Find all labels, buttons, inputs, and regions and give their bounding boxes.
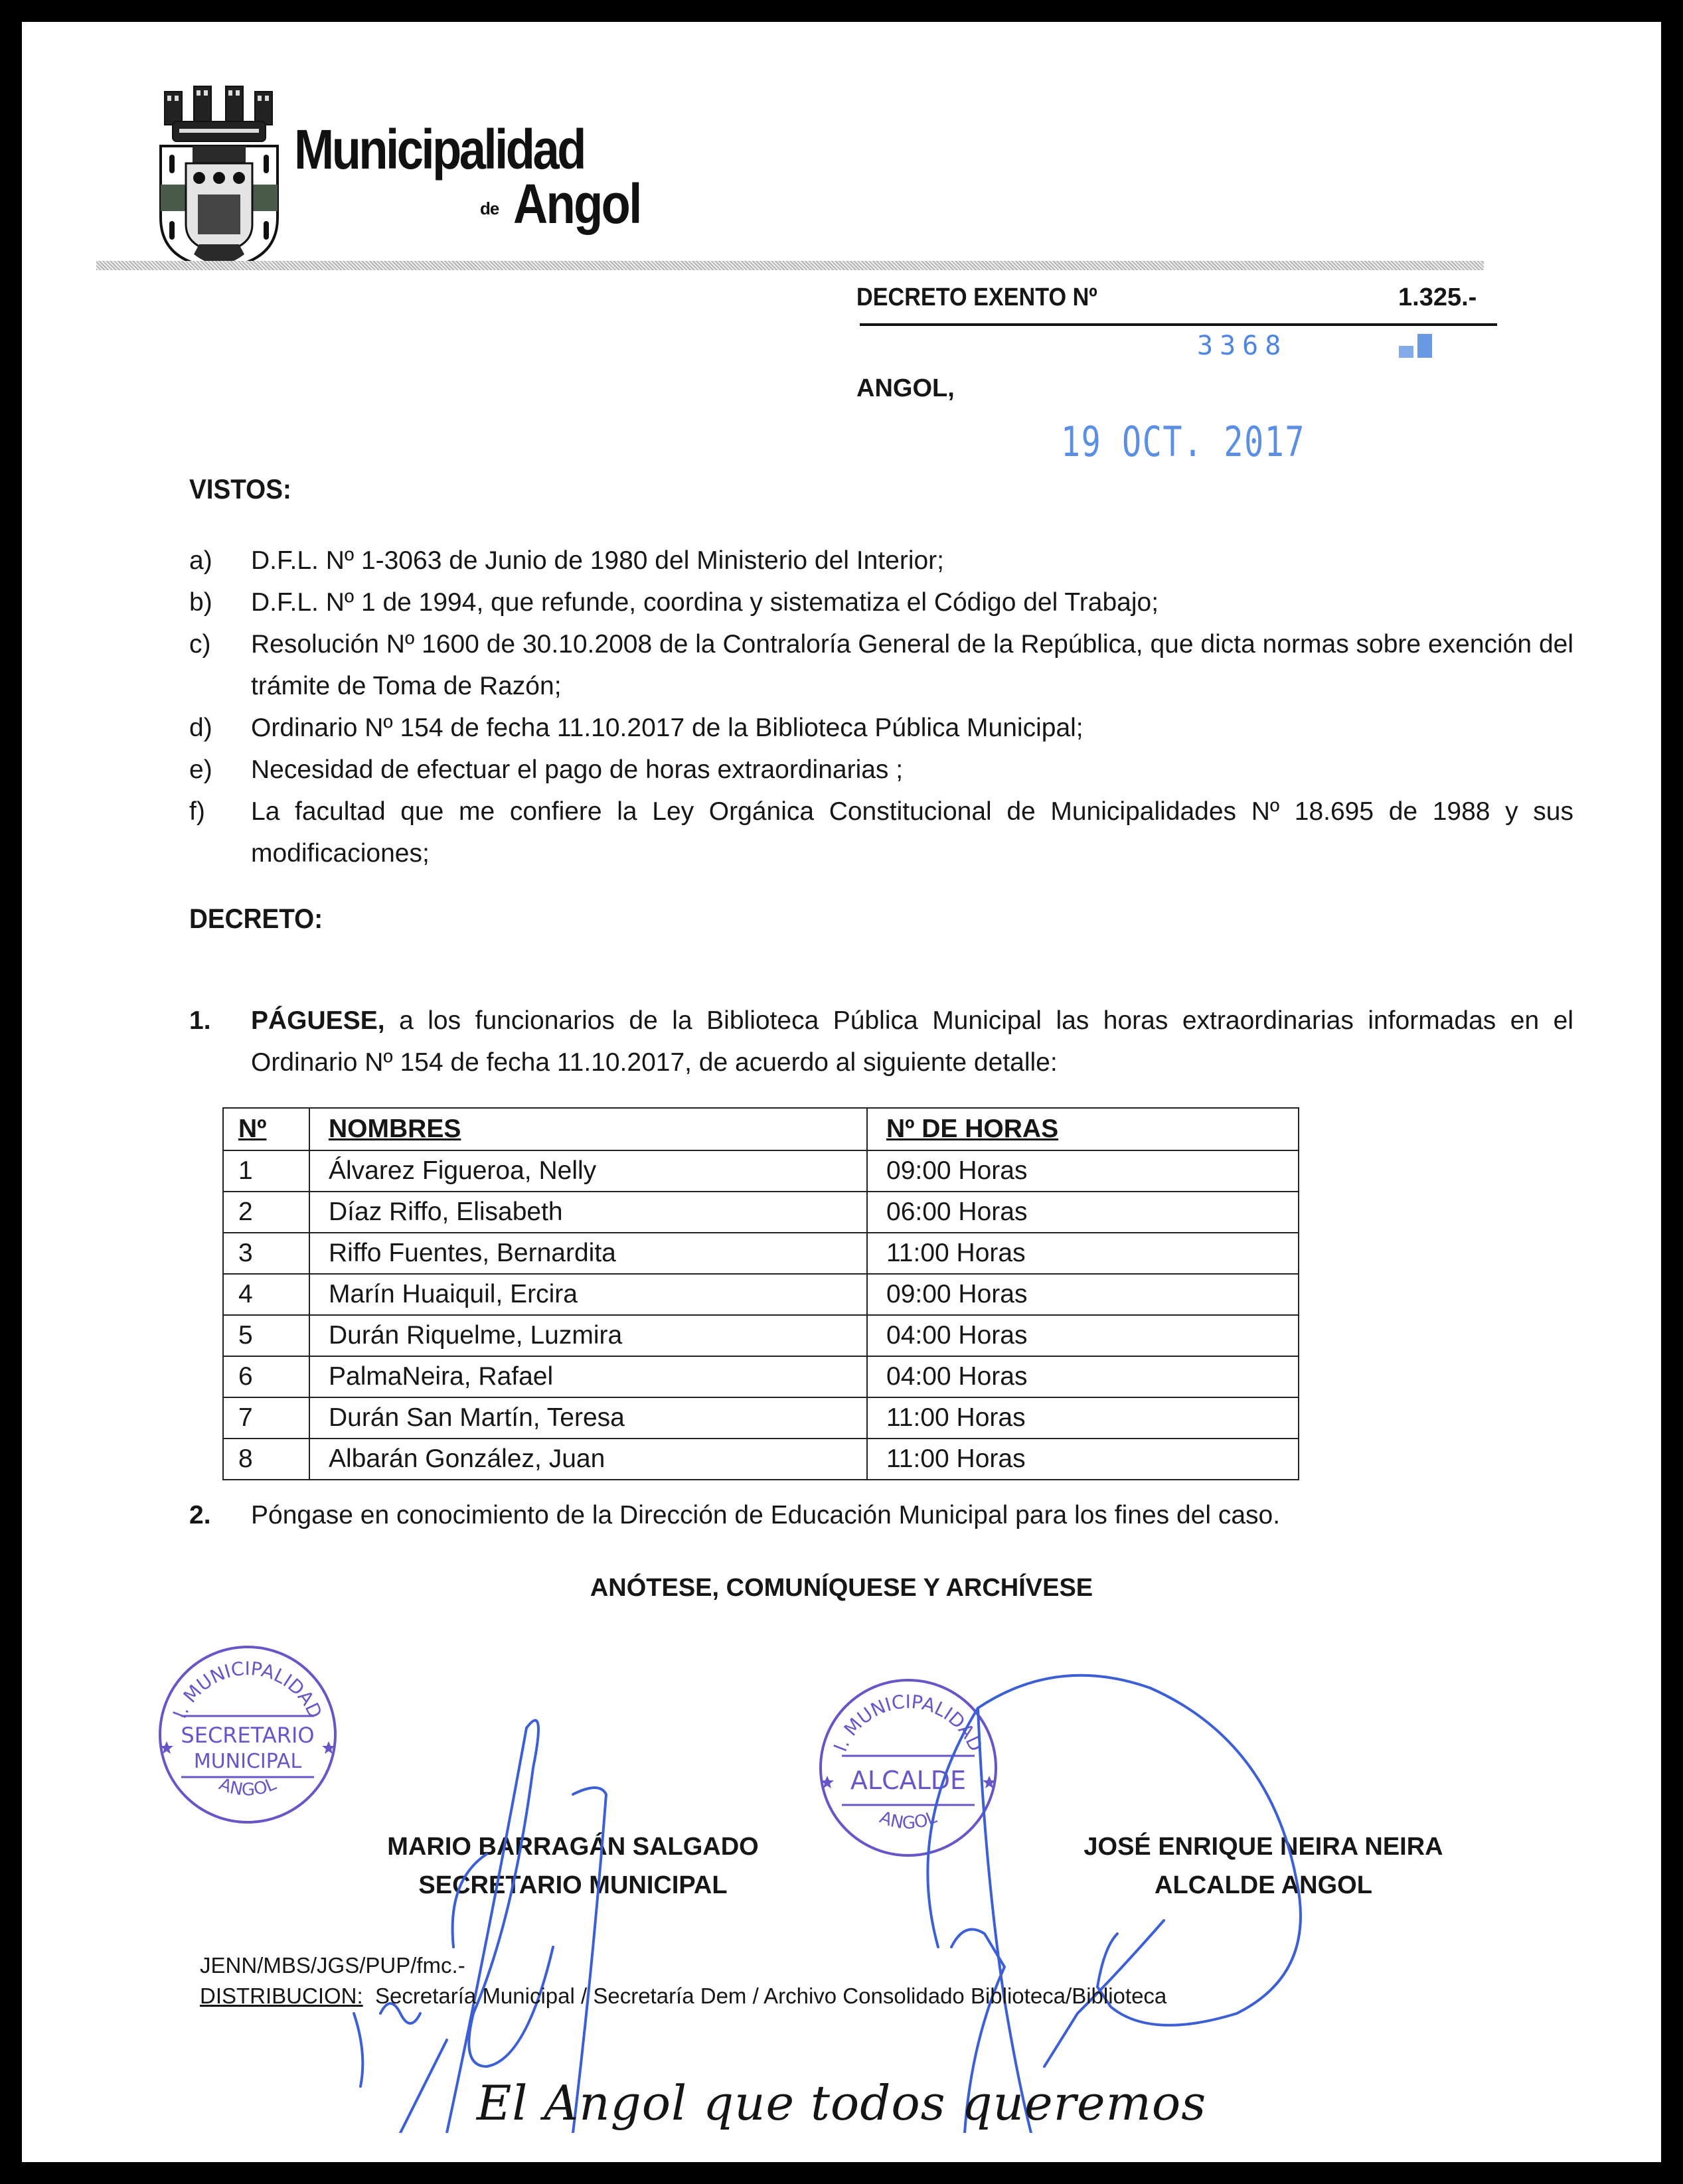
seal-bottom-text: ANGOL: [216, 1774, 280, 1800]
vistos-marker: c): [189, 630, 211, 659]
resolution-lead: PÁGUESE,: [251, 1006, 385, 1035]
cell-hours: 06:00 Horas: [867, 1192, 1299, 1233]
brand-name-angol: Angol: [513, 173, 641, 235]
seal-top-text: I. MUNICIPALIDAD: [829, 1690, 987, 1755]
vistos-marker: a): [189, 546, 212, 575]
cell-name: Díaz Riffo, Elisabeth: [309, 1192, 867, 1233]
cell-name: Riffo Fuentes, Bernardita: [309, 1233, 867, 1274]
cell-number: 3: [223, 1233, 309, 1274]
vistos-text: D.F.L. Nº 1 de 1994, que refunde, coordina y sistematiza el Código del Trabajo;: [251, 588, 1159, 617]
vistos-item: [189, 749, 1573, 791]
table-row: [223, 1439, 1299, 1480]
brand-name-municipalidad: Municipalidad: [294, 118, 584, 181]
distribution-label: DISTRIBUCION:: [200, 1984, 363, 2008]
cell-hours: 11:00 Horas: [867, 1233, 1299, 1274]
cell-name: Álvarez Figueroa, Nelly: [309, 1150, 867, 1192]
vistos-heading: VISTOS:: [189, 473, 291, 505]
vistos-item: [189, 623, 1573, 707]
resolution-number: 2.: [189, 1501, 211, 1529]
decree-number: 1.325.-: [1398, 283, 1477, 311]
table-row: [223, 1192, 1299, 1233]
column-header-hours: Nº DE HORAS: [867, 1108, 1299, 1150]
vistos-item: [189, 582, 1573, 623]
cell-name: PalmaNeira, Rafael: [309, 1356, 867, 1397]
column-header-names: NOMBRES: [309, 1108, 867, 1150]
cell-number: 4: [223, 1274, 309, 1315]
cell-name: Marín Huaiquil, Ercira: [309, 1274, 867, 1315]
cell-number: 6: [223, 1356, 309, 1397]
initials-line: JENN/MBS/JGS/PUP/fmc.-: [200, 1953, 465, 1978]
decree-underline: [860, 323, 1497, 326]
overtime-table: [222, 1107, 1299, 1480]
cell-hours: 11:00 Horas: [867, 1397, 1299, 1439]
signatory-left-name: MARIO BARRAGÁN SALGADO: [387, 1833, 759, 1861]
seal-middle-text-1: ALCALDE: [850, 1766, 967, 1795]
resolution-item-2: [189, 1494, 1573, 1536]
cell-name: Durán San Martín, Teresa: [309, 1397, 867, 1439]
cell-hours: 04:00 Horas: [867, 1356, 1299, 1397]
cell-number: 7: [223, 1397, 309, 1439]
resolution-body: a los funcionarios de la Biblioteca Pública Municipal las horas extraordinarias informadas en el Ordinario Nº 154 de fecha 11.10.2017, de acuerdo al siguiente detalle:: [251, 1006, 1573, 1077]
cell-number: 5: [223, 1315, 309, 1356]
cell-name: Albarán González, Juan: [309, 1439, 867, 1480]
vistos-item: [189, 707, 1573, 749]
resolution-number: 1.: [189, 1006, 211, 1035]
column-header-number: Nº: [223, 1108, 309, 1150]
distribution-text: Secretaría Municipal / Secretaría Dem / Archivo Consolidado Biblioteca/Biblioteca: [375, 1984, 1167, 2008]
seal-middle-text-2: MUNICIPAL: [193, 1750, 302, 1773]
table-row: [223, 1274, 1299, 1315]
vistos-list: [189, 540, 1573, 874]
vistos-text: Necesidad de efectuar el pago de horas extraordinarias ;: [251, 755, 904, 784]
cell-name: Durán Riquelme, Luzmira: [309, 1315, 867, 1356]
signatory-left-title: SECRETARIO MUNICIPAL: [418, 1871, 728, 1899]
resolution-text: Póngase en conocimiento de la Dirección de Educación Municipal para los fines del caso.: [251, 1501, 1281, 1529]
cell-hours: 09:00 Horas: [867, 1274, 1299, 1315]
signatory-right-name: JOSÉ ENRIQUE NEIRA NEIRA: [1083, 1833, 1443, 1861]
vistos-text: La facultad que me confiere la Ley Orgánica Constitucional de Municipalidades Nº 18.695 de 1988 y sus modificaciones;: [251, 797, 1573, 868]
vistos-text: Ordinario Nº 154 de fecha 11.10.2017 de la Biblioteca Pública Municipal;: [251, 714, 1083, 742]
vistos-text: Resolución Nº 1600 de 30.10.2008 de la Contraloría General de la República, que dicta normas sobre exención del trámite de Toma de Razón;: [251, 630, 1573, 700]
resolution-text: [251, 1000, 1573, 1083]
vistos-text: D.F.L. Nº 1-3063 de Junio de 1980 del Ministerio del Interior;: [251, 546, 944, 575]
table-header-row: [223, 1108, 1299, 1150]
vistos-marker: d): [189, 714, 212, 742]
table-row: [223, 1315, 1299, 1356]
decree-label: DECRETO EXENTO Nº: [856, 283, 1097, 311]
seal-secretario-municipal: [155, 1642, 341, 1828]
vistos-item: [189, 791, 1573, 874]
table-row: [223, 1233, 1299, 1274]
cell-hours: 11:00 Horas: [867, 1439, 1299, 1480]
distribution-line: [200, 1981, 1166, 2011]
signatory-right-title: ALCALDE ANGOL: [1155, 1871, 1372, 1899]
references-block: [200, 1950, 1166, 2011]
header-divider: [96, 261, 1484, 270]
table-row: [223, 1356, 1299, 1397]
signatory-left: [367, 1828, 779, 1905]
cell-number: 8: [223, 1439, 309, 1480]
table-row: [223, 1397, 1299, 1439]
decreto-heading: DECRETO:: [189, 903, 323, 934]
vistos-marker: e): [189, 755, 212, 784]
seal-alcalde: [815, 1675, 1001, 1861]
coat-of-arms-logo: [153, 85, 285, 271]
signatory-right: [1031, 1828, 1496, 1905]
cell-hours: 04:00 Horas: [867, 1315, 1299, 1356]
footer-slogan: El Angol que todos queremos: [476, 2075, 1207, 2131]
brand-name-de: de: [480, 198, 499, 218]
date-stamp: 19 OCT. 2017: [1061, 418, 1306, 466]
stamped-number: 3368: [1197, 331, 1288, 361]
vistos-item: [189, 540, 1573, 582]
vistos-marker: b): [189, 588, 212, 617]
cell-number: 1: [223, 1150, 309, 1192]
cell-number: 2: [223, 1192, 309, 1233]
resolution-item-1: [189, 1000, 1573, 1083]
decree-place: ANGOL,: [856, 374, 955, 402]
closing-formula: ANÓTESE, COMUNÍQUESE Y ARCHÍVESE: [590, 1574, 1093, 1602]
seal-top-text: I. MUNICIPALIDAD: [169, 1657, 327, 1722]
seal-middle-text-1: SECRETARIO: [181, 1723, 315, 1748]
vistos-marker: f): [189, 797, 205, 826]
table-row: [223, 1150, 1299, 1192]
document-page: [22, 22, 1661, 2162]
seal-bottom-text: ANGOL: [876, 1807, 940, 1833]
cell-hours: 09:00 Horas: [867, 1150, 1299, 1192]
stamp-mark-icon: [1396, 331, 1436, 360]
